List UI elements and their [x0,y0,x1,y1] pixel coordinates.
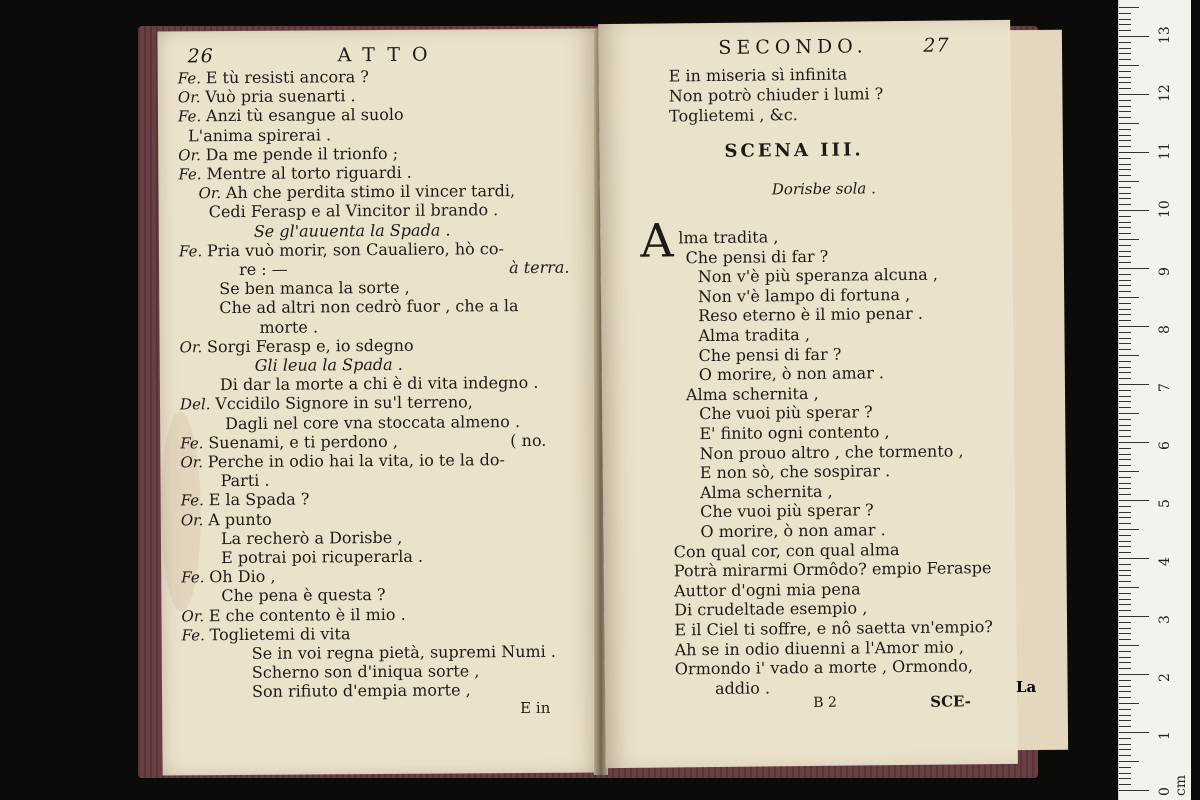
measuring-ruler [1118,0,1191,800]
signature-mark: B 2 [813,694,837,711]
verse-text: Pria vuò morir, son Caualiero, hò co- [206,238,504,261]
right-catchword: SCE- [930,692,972,711]
verse-line [198,182,515,202]
ruler-tick [1119,140,1131,141]
speaker-label: Fe. [177,107,207,126]
ruler-tick [1119,106,1131,107]
ruler-tick [1119,378,1131,379]
ruler-tick [1119,633,1131,634]
ruler-tick [1119,488,1131,489]
ruler-tick [1119,291,1131,292]
ruler-label: 2 [1157,673,1173,682]
stage-aside: ( no. [510,430,547,450]
left-page [157,28,602,775]
ruler-tick [1119,738,1131,739]
speaker-label: Del. [179,395,216,414]
verse-line [178,87,356,106]
verse-line [252,663,480,683]
ruler-tick [1119,117,1131,118]
ruler-tick [1119,401,1131,402]
aria-line: Alma schernita , [699,481,833,502]
ruler-tick [1119,123,1139,124]
ruler-tick [1119,749,1131,750]
ruler-tick [1119,164,1131,165]
ruler-tick [1119,181,1139,182]
ruler-tick [1119,320,1131,321]
ruler-tick [1119,303,1131,304]
ruler-tick [1119,773,1131,774]
ruler-tick [1119,628,1131,629]
ruler-tick [1119,581,1131,582]
ruler-tick [1119,42,1131,43]
ruler-label: 9 [1157,267,1173,276]
ruler-tick [1119,338,1131,339]
ruler-tick [1119,198,1131,199]
right-running-head: SECONDO. [718,35,868,59]
verse-text: Vuò pria suenarti . [205,86,356,107]
verse-line [181,510,272,529]
speaker-label: Or. [180,453,208,472]
aria-line: O morire, ò non amar . [698,363,885,385]
ruler-tick [1119,396,1131,397]
verse-line [180,337,414,357]
verse-text: Se gl'auuenta la Spada . [253,220,451,241]
stage-aside: à terra. [508,257,570,278]
verse-line [180,451,505,471]
verse-text: Dagli nel core vna stoccata almeno . [225,411,521,433]
ruler-tick [1119,175,1131,176]
ruler-tick [1119,332,1131,333]
ruler-tick [1119,169,1131,170]
verse-line [252,682,471,702]
ruler-label: 12 [1157,84,1173,102]
ruler-tick [1119,436,1131,437]
ruler-tick [1119,204,1131,205]
verse-line [221,529,403,548]
ruler-tick [1119,506,1131,507]
ruler-tick [1119,256,1131,257]
verse-text: Che pena è questa ? [221,585,386,606]
ruler-tick [1119,662,1131,663]
verse-text: Mentre al torto riguardi . [206,162,412,184]
speaker-label: Fe. [177,69,206,88]
verse-text: Son rifiuto d'empia morte , [251,680,471,702]
verse-line [181,568,275,587]
ruler-tick [1119,535,1131,536]
verse-line [221,548,423,567]
verse-text: Parti . [220,470,270,491]
scene-title: SCENA III. [724,139,864,162]
ruler-tick [1119,558,1149,559]
verse-line [252,643,556,663]
speaker-label: Fe. [180,491,209,510]
ruler-tick [1119,767,1131,768]
right-text-block [598,20,1010,24]
ruler-tick [1119,152,1149,153]
aria-line: Reso eterno è il mio penar . [698,304,924,326]
ruler-label: 5 [1157,499,1173,508]
ruler-label: 7 [1157,383,1173,392]
ruler-tick [1119,715,1131,716]
right-page-number: 27 [923,34,950,57]
verse-line [220,374,539,394]
ruler-tick [1119,512,1131,513]
aria-line: Con qual cor, con qual alma [673,539,900,562]
ruler-tick [1119,570,1131,571]
ruler-tick [1119,36,1149,37]
verse-text: Toglietemi di vita [209,624,351,644]
ruler-tick [1119,59,1131,60]
ruler-tick [1119,280,1131,281]
ruler-tick [1119,720,1131,721]
margin-catchword: La [1016,678,1037,696]
speaker-label: Fe. [181,625,210,645]
ruler-tick [1119,657,1131,658]
ruler-tick [1119,651,1131,652]
ruler-tick [1119,680,1131,681]
verse-text: Se ben manca la sorte , [219,277,410,299]
verse-line [220,472,269,490]
drop-cap: A [640,213,674,268]
verse-line [181,605,405,625]
ruler-label: 1 [1157,731,1173,740]
ruler-tick [1119,552,1131,553]
right-page [598,20,1018,768]
scene-cast: Dorisbe sola . [771,179,876,199]
ruler-tick [1119,703,1139,704]
ruler-tick [1119,297,1139,298]
left-page-number: 26 [187,45,214,68]
ruler-tick [1119,129,1131,130]
ruler-tick [1119,471,1139,472]
verse-line [254,221,451,240]
ruler-label: 3 [1157,615,1173,624]
ruler-tick [1119,523,1131,524]
ruler-tick [1119,546,1131,547]
verse-line [255,356,403,375]
aria-line: Potrà mirarmi Ormôdo? empio Feraspe [673,558,992,581]
ruler-tick [1119,575,1131,576]
verse-line [178,106,404,126]
ruler-tick [1119,71,1131,72]
ruler-tick [1119,274,1131,275]
ruler-tick [1119,407,1131,408]
ruler-tick [1119,216,1131,217]
ruler-label: 0 cm [1157,774,1189,796]
ruler-tick [1119,239,1139,240]
aria-line: lma tradita , [678,227,779,248]
verse-text: Scherno son d'iniqua sorte , [251,661,480,683]
ruler-tick [1119,94,1149,95]
verse-text: Anzi tù esangue al suolo [205,105,404,126]
verse-text: Se in voi regna pietà, supremi Numi . [251,641,556,663]
verse-text: Cedi Ferasp e al Vincitor il brando . [208,200,499,222]
verse-text: E tù resisti ancora ? [205,67,369,88]
ruler-tick [1119,135,1131,136]
ruler-label: 4 [1157,557,1173,566]
verse-text: morte . [259,317,319,337]
ruler-tick [1119,245,1131,246]
ruler-tick [1119,784,1131,785]
ruler-tick [1119,251,1131,252]
ruler-tick [1119,82,1131,83]
verse-line [188,126,331,145]
top-line-2: Non potrò chiuder i lumi ? [668,84,884,106]
ruler-tick [1119,193,1131,194]
verse-line [219,279,410,298]
ruler-tick [1119,13,1131,14]
ruler-label: 11 [1157,142,1173,160]
ruler-tick [1119,390,1131,391]
ruler-tick [1119,448,1131,449]
verse-text: Da me pende il trionfo ; [205,143,399,165]
verse-line [179,240,504,260]
aria-line: O morire, ò non amar . [700,520,886,542]
verse-text: La recherò a Dorisbe , [220,527,403,548]
speaker-label: Or. [198,184,226,203]
ruler-tick [1119,349,1131,350]
verse-text: L'anima spirerai . [188,124,332,145]
ruler-tick [1119,541,1131,542]
verse-line [182,625,351,644]
aria-line: Ormondo i' vado a morte , Ormondo, [674,656,974,679]
ruler-tick [1119,419,1131,420]
ruler-tick [1119,442,1149,443]
ruler-tick [1119,477,1131,478]
ruler-tick [1119,691,1131,692]
ruler-tick [1119,367,1131,368]
ruler-tick [1119,616,1149,617]
verse-line [225,413,520,433]
ruler-tick [1119,111,1131,112]
ruler-tick [1119,100,1131,101]
ruler-label: 13 [1157,26,1173,44]
ruler-tick [1119,88,1131,89]
ruler-tick [1119,529,1139,530]
speaker-label: Fe. [178,165,207,184]
ruler-tick [1119,222,1131,223]
speaker-label: Fe. [178,242,208,261]
ruler-tick [1119,686,1131,687]
ruler-tick [1119,262,1131,263]
verse-text: Vccidilo Signore in su'l terreno, [215,392,473,414]
verse-line [180,433,398,453]
ruler-tick [1119,593,1131,594]
verse-line [259,318,318,336]
ruler-tick [1119,599,1131,600]
ruler-tick [1119,604,1131,605]
ruler-tick [1119,48,1131,49]
ruler-tick [1119,778,1131,779]
ruler-tick [1119,454,1131,455]
ruler-tick [1119,309,1131,310]
aria-line: Di crudeltade esempio , [674,598,868,620]
ruler-tick [1119,639,1131,640]
ruler-label: 10 [1157,200,1173,218]
ruler-tick [1119,65,1139,66]
ruler-tick [1119,227,1131,228]
ruler-tick [1119,610,1131,611]
verse-line [180,394,473,414]
aria-line: E il Ciel ti soffre, e nô saetta vn'empio? [674,617,994,640]
verse-text: re : — [239,259,288,279]
ruler-tick [1119,726,1131,727]
ruler-label: 8 [1157,325,1173,334]
aria-line: Non v'è più speranza alcuna , [697,264,939,287]
ruler-tick [1119,790,1149,791]
ruler-tick [1119,30,1131,31]
ruler-tick [1119,19,1131,20]
ruler-tick [1119,622,1131,623]
verse-line [178,68,369,87]
verse-text: E la Spada ? [208,489,310,510]
verse-text: Perche in odio hai la vita, io te la do- [207,450,505,472]
ruler-tick [1119,761,1139,762]
ruler-tick [1119,361,1131,362]
ruler-tick [1119,645,1139,646]
ruler-tick [1119,483,1131,484]
ruler-tick [1119,430,1131,431]
ruler-tick [1119,674,1149,675]
aria-line: Che vuoi più sperar ? [699,402,873,424]
aria-line: addio . [714,678,771,698]
aria-line: Non v'è lampo di fortuna , [697,284,911,306]
ruler-tick [1119,384,1149,385]
ruler-tick [1119,755,1131,756]
ruler-tick [1119,233,1131,234]
verse-line [209,202,499,222]
aria-line: Ah se in odio diuenni a l'Amor mio , [674,636,964,660]
ruler-tick [1119,425,1131,426]
ruler-tick [1119,500,1149,501]
top-line-1: E in miseria sì infinita [668,64,848,86]
verse-text: Sorgi Ferasp e, io sdegno [206,335,414,357]
ruler-tick [1119,343,1131,344]
ruler-tick [1119,413,1139,414]
verse-text: Che ad altri non cedrò fuor , che a la [219,296,519,318]
verse-line [239,261,288,279]
ruler-tick [1119,587,1139,588]
verse-text: Oh Dio , [209,566,276,587]
ruler-tick [1119,732,1149,733]
ruler-tick [1119,668,1131,669]
verse-line [221,586,385,605]
speaker-label: Or. [180,510,209,529]
ruler-tick [1119,268,1149,269]
ruler-label: 6 [1157,441,1173,450]
aria-line: Che pensi di far ? [698,344,842,365]
ruler-tick [1119,494,1131,495]
ruler-tick [1119,744,1131,745]
ruler-tick [1119,355,1139,356]
aria-line: Che pensi di far ? [685,246,829,267]
speaker-label: Or. [179,338,208,357]
ruler-tick [1119,53,1131,54]
verse-text: A punto [208,509,272,529]
ruler-tick [1119,697,1131,698]
ruler-tick [1119,7,1139,8]
ruler-tick [1119,314,1131,315]
speaker-label: Fe. [181,568,210,587]
ruler-tick [1119,564,1131,565]
aria-line: Alma tradita , [698,324,811,346]
aria-line: Che vuoi più sperar ? [700,500,874,522]
aria-line: Alma schernita , [685,383,819,405]
left-running-head: ATTO [337,43,440,67]
verse-text: Gli leua la Spada . [254,354,403,375]
speaker-label: Fe. [180,433,209,453]
aria-line: E' finito ogni contento , [699,422,890,444]
aria-line: E non sò, che sospirar . [699,461,891,483]
verse-line [181,491,310,510]
ruler-tick [1119,517,1131,518]
aria-line: Non prouo altro , che tormento , [699,440,964,463]
ruler-tick [1119,158,1131,159]
ruler-tick [1119,709,1131,710]
verse-text: Di dar la morte a chi è di vita indegno . [219,373,539,395]
verse-line [178,164,412,184]
speaker-label: Or. [181,606,209,625]
verse-text: E potrai poi ricuperarla . [221,546,424,568]
ruler-tick [1119,146,1131,147]
aria-line: Auttor d'ogni mia pena [673,579,861,601]
ruler-tick [1119,459,1131,460]
speaker-label: Or. [178,146,206,165]
ruler-tick [1119,187,1131,188]
verse-line [219,297,518,317]
verse-text: Suenami, e ti perdono , [208,431,398,452]
verse-text: Ah che perdita stimo il vincer tardi, [225,181,516,203]
verse-line [178,145,398,165]
verse-text: E che contento è il mio . [208,604,406,625]
ruler-tick [1119,465,1131,466]
ruler-tick [1119,285,1131,286]
ruler-tick [1119,77,1131,78]
ruler-tick [1119,24,1131,25]
speaker-label: Or. [177,88,206,107]
ruler-tick [1119,372,1131,373]
left-catchword: E in [520,698,551,718]
ruler-tick [1119,326,1149,327]
ruler-tick [1119,210,1149,211]
top-line-3: Toglietemi , &c. [668,105,798,126]
